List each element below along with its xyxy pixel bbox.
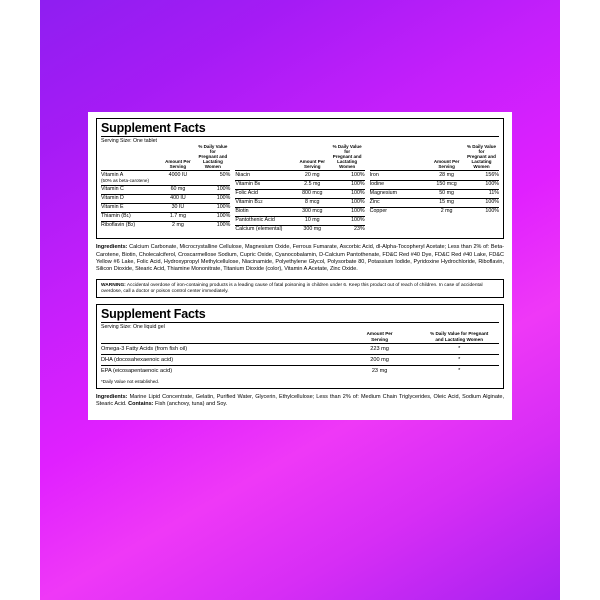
nutrient-amount: 300 mg [295,226,330,235]
nutrient-dv: 100% [464,207,499,216]
nutrient-name: Riboflavin (B [101,222,132,229]
table-row [101,354,499,365]
nutrient-amount: 28 mg [429,171,464,180]
col-header-amount: Amount Per Serving [295,145,330,171]
title-rule-2 [101,322,499,323]
nutrient-amount: 50 mg [429,189,464,198]
nutrient-name: Pantothenic Acid [235,216,294,225]
nutrient-amount: 2 mg [429,207,464,216]
nutrient-dv: 100% [330,207,365,216]
nutrient-amount: 23 mg [340,365,420,376]
nutrient-dv: * [419,354,499,365]
nutrient-amount: 10 mg [295,216,330,225]
nutrient-name: Niacin [235,171,294,180]
col-header-blank [370,145,429,171]
title-rule [101,136,499,137]
nutrient-column-3 [370,145,499,234]
table-row [370,171,499,180]
ingredients-text-2: Marine Lipid Concentrate, Gelatin, Purified Water, Glycerin, Ethylcellulose; Less than 2% of: Medium Chain Triglycerides, Oleic Acid, Sodium Alginate, Stearic Acid. [96,393,504,407]
table-row: Riboflavin (B2) 2 mg 100% [101,222,230,231]
col-header-amount: Amount Per Serving [160,145,195,171]
nutrient-name: Copper [370,207,429,216]
nutrient-amount: 223 mg [340,343,420,354]
table-row [101,194,230,203]
nutrient-dv: 50% [195,171,230,185]
table-row [370,207,499,216]
nutrient-dv: 23% [330,226,365,235]
nutrient-name: Vitamin B [235,198,258,205]
nutrient-amount: 60 mg [160,185,195,194]
nutrient-dv: 100% [195,203,230,212]
nutrient-dv: 100% [464,180,499,189]
serving-size-2: Serving Size: One liquid gel [101,324,165,331]
nutrient-name: Calcium (elemental) [235,226,294,235]
table-row [101,185,230,194]
nutrient-amount: 2 mg [160,222,195,231]
nutrient-dv: * [419,343,499,354]
nutrient-amount: 20 mg [295,171,330,180]
daily-value-footnote: *Daily Value not established. [101,378,160,384]
ingredients-paragraph-liquid-gel [96,394,504,409]
nutrient-amount: 400 IU [160,194,195,203]
table-row [101,365,499,376]
table-row [235,171,364,180]
warning-label: WARNING: [101,282,126,288]
col-header-blank [101,145,160,171]
nutrient-name: Vitamin A [101,171,124,178]
col-header-dv: % Daily Value for Pregnant and Lactating Women [330,145,365,171]
table-row: Thiamin (B1) 1.7 mg 100% [101,212,230,221]
supplement-facts-title-2: Supplement Facts [101,307,206,322]
nutrient-dv: 156% [464,171,499,180]
nutrient-subscript: 2 [131,222,134,228]
col-header-blank [235,145,294,171]
nutrient-dv: 100% [195,185,230,194]
nutrient-dv: 100% [330,189,365,198]
ingredients-label: Ingredients: [96,244,128,251]
col-header-dv: % Daily Value for Pregnant and Lactating Women [195,145,230,171]
supplement-facts-title: Supplement Facts [101,121,206,135]
nutrient-name: Vitamin C [101,185,160,194]
nutrient-amount: 200 mg [340,354,420,365]
table-row [370,180,499,189]
nutrient-dv: 100% [195,194,230,203]
table-row [370,198,499,207]
table-row [101,171,230,185]
nutrient-table-liquid-gel [101,331,499,375]
nutrient-dv: 100% [330,171,365,180]
nutrient-dv: * [419,365,499,376]
table-row [235,180,364,189]
nutrient-name: Vitamin B [235,180,258,187]
nutrient-name: Iodine [370,180,429,189]
ingredients-paragraph-tablet [96,244,504,274]
nutrient-amount: 15 mg [429,198,464,207]
nutrient-dv: 100% [330,180,365,189]
nutrient-column-2 [235,145,364,234]
col-header-amount: Amount Per Serving [340,331,420,343]
nutrient-subscript: 12 [257,198,263,204]
table-header-row [101,145,230,171]
supplement-facts-tablet [96,118,504,239]
contains-label: Contains: [128,400,154,407]
nutrient-column-1 [101,145,230,234]
ingredients-text: Calcium Carbonate, Microcrystalline Cellulose, Magnesium Oxide, Ferrous Fumarate, Ascorbic Acid, dl-Alpha-Tocopheryl Acetate; Less than 2% of: Beta-Carotene, Biotin, Cholecalciferol, Croscarmellose Sodium, Cupric Oxide, Cyanocobalamin, D-Calcium Pantothenate, FD&C Red #40 Dye, FD&C Red #40 Lake, FD&C Yellow #6 Lake, Folic Acid, Hydroxypropyl Methylcellulose, Niacinamide, Polyethylene Glycol, Polysorbate 80, Potassium Iodide, Pyridoxine Hydrochloride, Riboflavin, Silicon Dioxide, Stearic Acid, Thiamine Mononitrate, Titanium Dioxide (color), Vitamin A Acetate, Zinc Oxide. [96,244,504,273]
nutrient-columns [101,145,499,234]
nutrient-dv: 100% [464,198,499,207]
nutrient-table-1 [101,145,230,230]
contains-text: Fish (anchovy, tuna) and Soy. [153,400,228,407]
nutrient-name: Vitamin D [101,194,160,203]
table-row [235,216,364,225]
ingredients-label-2: Ingredients: [96,393,128,400]
nutrient-subscript: 6 [257,180,261,186]
table-row [235,198,364,207]
nutrient-amount: 8 mcg [295,198,330,207]
col-header-blank [101,331,340,343]
supplement-facts-liquid-gel [96,304,504,388]
warning-text: Accidental overdose of iron-containing products is a leading cause of fatal poisoning in children under 6. Keep this product out of reach of children. In case of accidental overdose, call a doctor or poison control center immediately. [101,282,483,294]
nutrient-note: (50% as beta-carotene) [101,178,150,184]
nutrient-name: Vitamin E [101,203,160,212]
nutrient-name: Omega-3 Fatty Acids (from fish oil) [101,343,340,354]
col-header-amount: Amount Per Serving [429,145,464,171]
nutrient-subscript: 1 [126,213,129,218]
nutrient-name: Biotin [235,207,294,216]
nutrient-dv: 100% [330,216,365,225]
nutrient-name: DHA (docosahexaenoic acid) [101,354,340,365]
nutrient-amount: 4000 IU [160,171,195,185]
table-row [235,207,364,216]
nutrient-name: Iron [370,171,429,180]
nutrient-dv: 11% [464,189,499,198]
nutrient-dv: 100% [330,198,365,207]
table-row [370,189,499,198]
nutrient-amount: 30 IU [160,203,195,212]
table-row [101,343,499,354]
nutrient-amount: 800 mcg [295,189,330,198]
nutrient-amount: 2.5 mg [295,180,330,189]
nutrient-name: Thiamin (B [101,213,127,219]
nutrient-amount: 150 mcg [429,180,464,189]
col-header-dv: % Daily Value for Pregnant and Lactating Women [464,145,499,171]
nutrient-dv: 100% [195,222,230,231]
table-header-row [101,331,499,343]
table-row [101,203,230,212]
nutrient-table-2 [235,145,364,234]
table-header-row [370,145,499,171]
table-row [235,189,364,198]
col-header-dv: % Daily Value for Pregnant and Lactating Women [419,331,499,343]
nutrient-name: Zinc [370,198,429,207]
table-row [235,226,364,235]
warning-box [96,279,504,298]
label-panel [88,112,512,420]
nutrient-amount: 300 mcg [295,207,330,216]
nutrient-table-3 [370,145,499,216]
nutrient-name: Magnesium [370,189,429,198]
nutrient-dv: 100% [195,212,230,221]
nutrient-amount: 1.7 mg [160,212,195,221]
serving-size: Serving Size: One tablet [101,138,157,145]
table-header-row [235,145,364,171]
nutrient-name: Folic Acid [235,189,294,198]
nutrient-name: EPA (eicosapentaenoic acid) [101,365,340,376]
